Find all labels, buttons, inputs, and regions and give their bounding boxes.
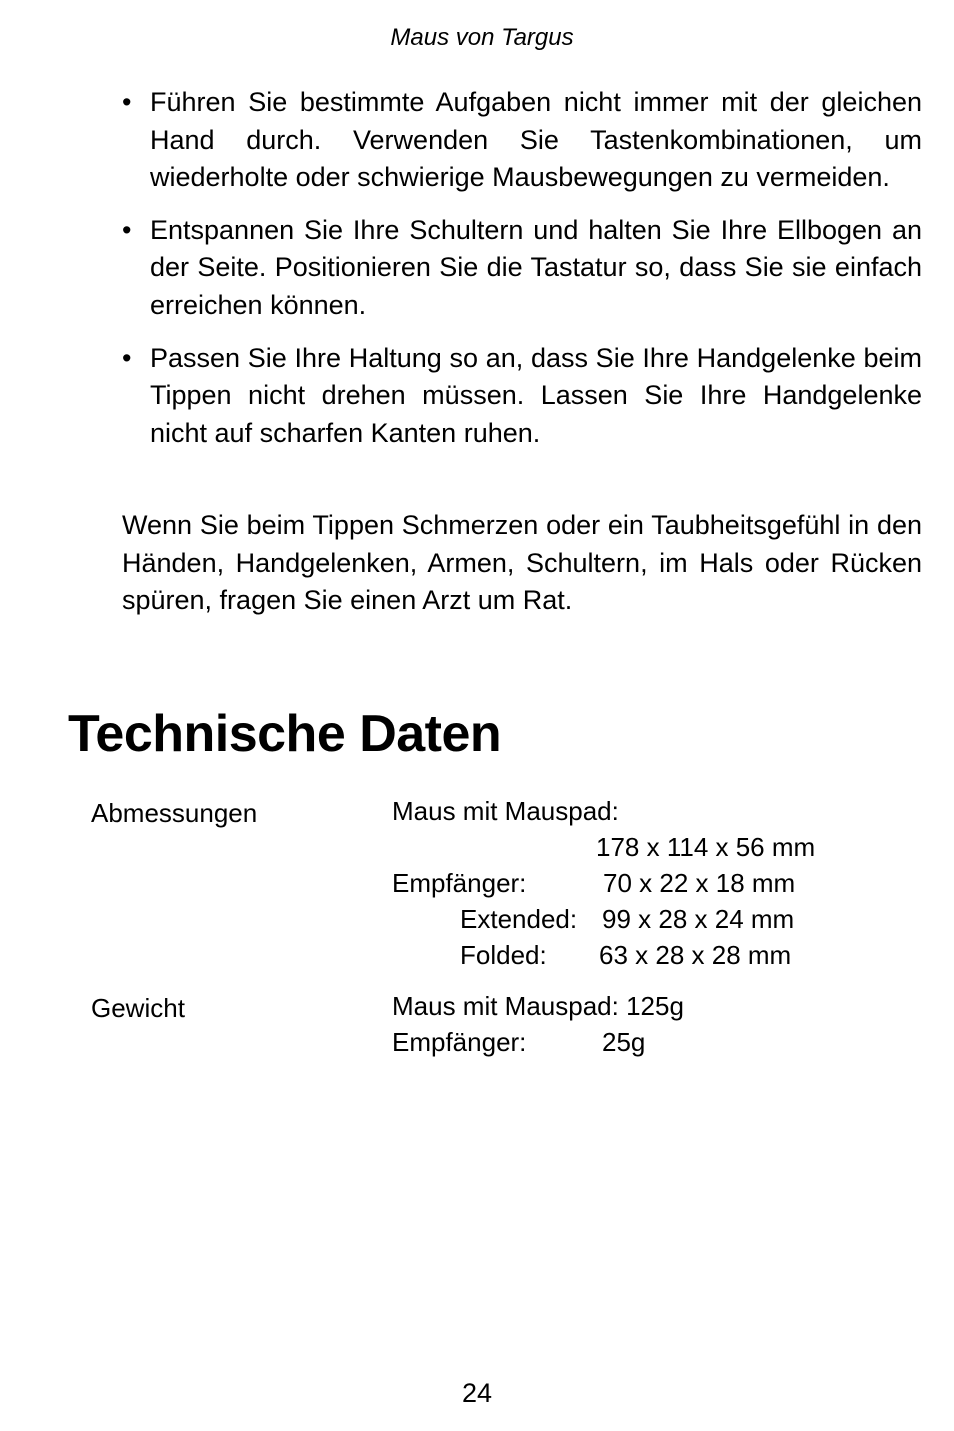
dimensions-extended-label: Extended: xyxy=(460,904,578,934)
weight-receiver-label: Empfänger: xyxy=(392,1027,527,1057)
section-title: Technische Daten xyxy=(68,705,502,763)
weight-label: Gewicht xyxy=(91,993,185,1023)
dimensions-mouse-pad-value: 178 x 114 x 56 mm xyxy=(596,832,816,862)
bullet-item xyxy=(122,212,922,325)
dimensions-label: Abmessungen xyxy=(91,798,258,828)
bullet-symbol: • xyxy=(122,342,132,373)
dimensions-receiver-value: 70 x 22 x 18 mm xyxy=(603,868,796,898)
page-number: 24 xyxy=(461,1378,493,1408)
weight-mouse-pad: Maus mit Mauspad: 125g xyxy=(392,991,684,1021)
health-warning-paragraph: Wenn Sie beim Tippen Schmerzen oder ein Taubheitsgefühl in den Händen, Handgelenken, Armen, Schultern, im Hals oder Rücken spüren, fragen Sie einen Arzt um Rat. xyxy=(122,510,922,616)
dimensions-folded-label: Folded: xyxy=(460,940,547,970)
dimensions-folded-value: 63 x 28 x 28 mm xyxy=(599,940,792,970)
bullet-item xyxy=(122,340,922,453)
bullet-item xyxy=(122,84,922,197)
dimensions-receiver-label: Empfänger: xyxy=(392,868,527,898)
ergonomics-bullet-list xyxy=(122,84,922,467)
bullet-symbol: • xyxy=(122,214,132,245)
dimensions-extended-value: 99 x 28 x 24 mm xyxy=(602,904,795,934)
bullet-symbol: • xyxy=(122,87,132,117)
bullet-text: Passen Sie Ihre Haltung so an, dass Sie Ihre Handgelenke beim Tippen nicht drehen müssen. Lassen Sie Ihre Handgelenke nicht auf scharfen Kanten ruhen. xyxy=(150,342,922,448)
bullet-text: Entspannen Sie Ihre Schultern und halten Sie Ihre Ellbogen an der Seite. Positionieren Sie die Tastatur so, dass Sie sie einfach erreichen können. xyxy=(150,214,922,320)
bullet-text: Führen Sie bestimmte Aufgaben nicht immer mit der gleichen Hand durch. Verwenden Sie Tastenkombinationen, um wiederholte oder schwierige Mausbewegungen zu vermeiden. xyxy=(150,87,922,193)
dimensions-mouse-pad-label: Maus mit Mauspad: xyxy=(392,796,619,826)
running-header: Maus von Targus xyxy=(390,24,574,51)
weight-receiver-value: 25g xyxy=(602,1027,646,1057)
